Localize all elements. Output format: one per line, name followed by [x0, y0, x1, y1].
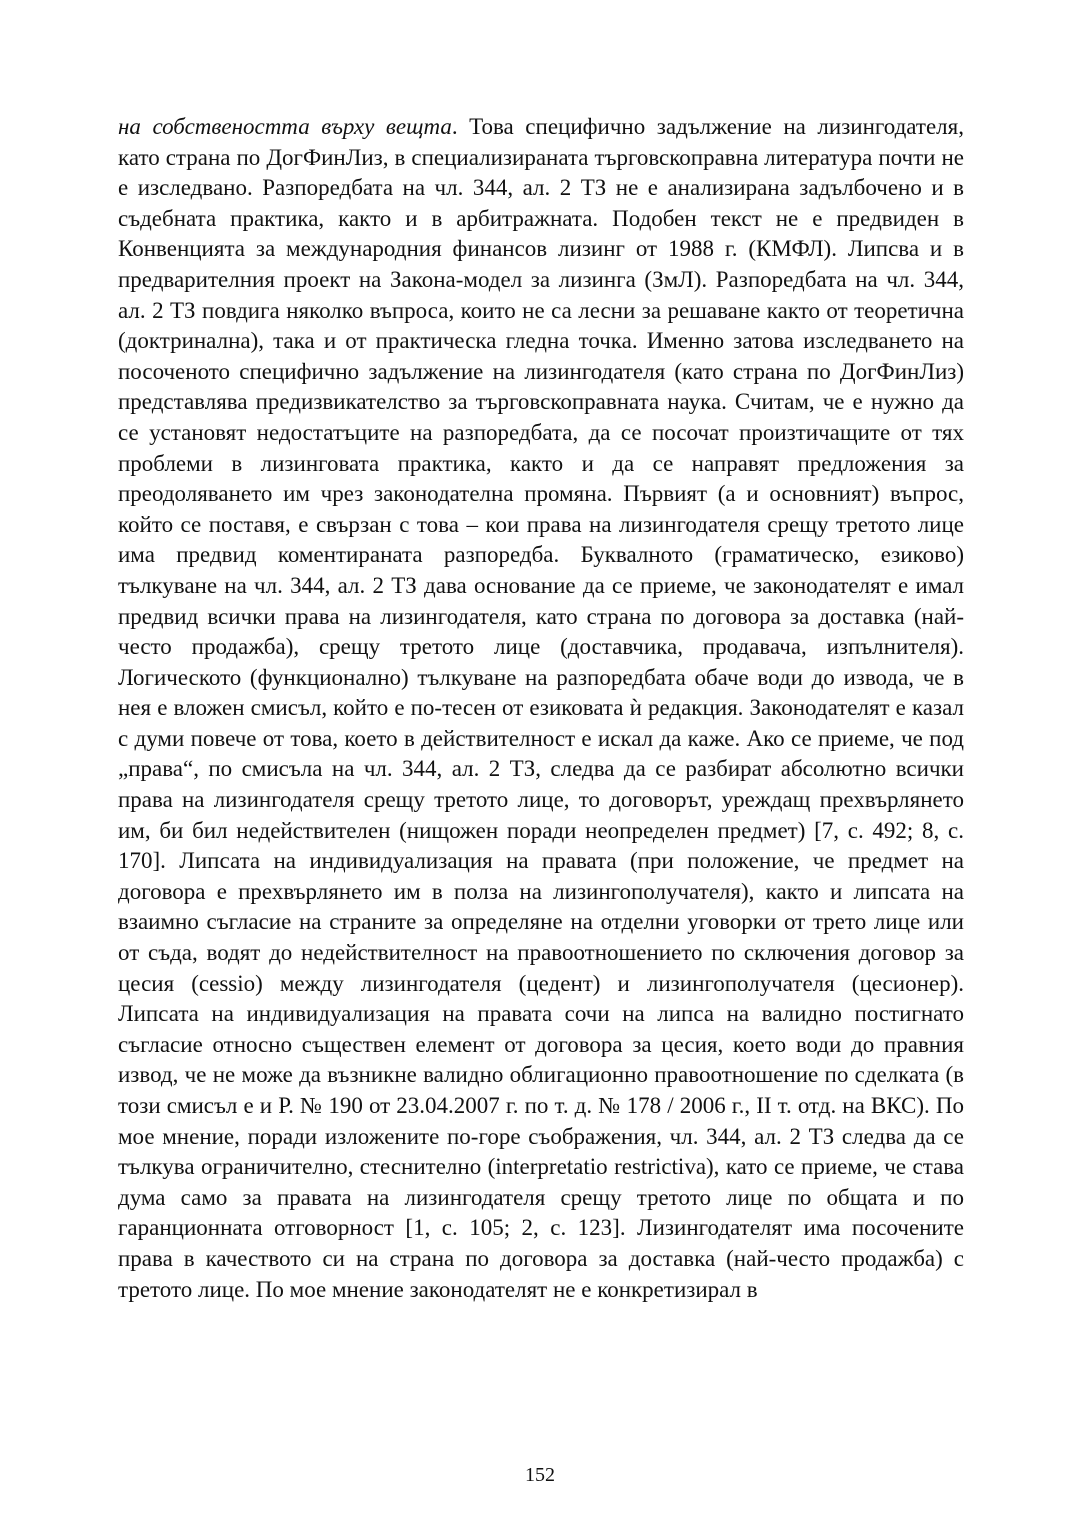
page-number: 152: [525, 1464, 555, 1486]
page-content: [118, 112, 964, 1305]
body-paragraph: [118, 112, 964, 1305]
italic-lead-phrase: на собствеността върху вещта: [118, 114, 452, 139]
paragraph-text: . Това специфично задължение на лизингодателя, като страна по ДогФинЛиз, в специализираната търговскоправна литература почти не е изследвано. Разпоредбата на чл. 344, ал. 2 ТЗ не е анализирана задълбочено и в съдебната практика, както и в арбитражната. Подобен текст не е предвиден в Конвенцията за международния финансов лизинг от 1988 г. (КМФЛ). Липсва и в предварителния проект на Закона-модел за лизинга (ЗмЛ). Разпоредбата на чл. 344, ал. 2 ТЗ повдига няколко въпроса, които не са лесни за решаване както от теоретична (доктринална), така и от практическа гледна точка. Именно затова изследването на посоченото специфично задължение на лизингодателя (като страна по ДогФинЛиз) представлява предизвикателство за търговскоправната наука. Считам, че е нужно да се установят недостатъците на разпоредбата, да се посочат произтичащите от тях проблеми в лизинговата практика, както и да се направят предложения за преодоляването им чрез законодателна промяна. Първият (а и основният) въпрос, който се поставя, е свързан с това – кои права на лизингодателя срещу третото лице има предвид коментираната разпоредба. Буквалното (граматическо, езиково) тълкуване на чл. 344, ал. 2 ТЗ дава основание да се приеме, че законодателят е имал предвид всички права на лизингодателя, като страна по договора за доставка (най-често продажба), срещу третото лице (доставчика, продавача, изпълнителя). Логическото (функционално) тълкуване на разпоредбата обаче води до извода, че в нея е вложен смисъл, който е по-тесен от езиковата ѝ редакция. Законодателят е казал с думи повече от това, което в действителност е искал да каже. Ако се приеме, че под „права“, по смисъла на чл. 344, ал. 2 ТЗ, следва да се разбират абсолютно всички права на лизингодателя срещу третото лице, то договорът, уреждащ прехвърлянето им, би бил недействителен (нищожен поради неопределен предмет) [7, с. 492; 8, с. 170]. Липсата на индивидуализация на правата (при положение, че предмет на договора е прехвърлянето им в полза на лизингополучателя), както и липсата на взаимно съгласие на страните за определяне на отделни уговорки от трето лице или от съда, водят до недействителност на правоотношението по сключения договор за цесия (cessio) между лизингодателя (цедент) и лизингополучателя (цесионер). Липсата на индивидуализация на правата сочи на липса на валидно постигнато съгласие относно съществен елемент от договора за цесия, което води до правния извод, че не може да възникне валидно облигационно правоотношение по сделката (в този смисъл е и Р. № 190 от 23.04.2007 г. по т. д. № 178 / 2006 г., II т. отд. на ВКС). По мое мнение, поради изложените по-горе съображения, чл. 344, ал. 2 ТЗ следва да се тълкува ограничително, стеснително (interpretatio restrictiva), като се приеме, че става дума само за правата на лизингодателя срещу третото лице по общата и по гаранционната отговорност [1, с. 105; 2, с. 123]. Лизингодателят има посочените права в качеството си на страна по договора за доставка (най-често продажба) с третото лице. По мое мнение законодателят не е конкретизирал в: [118, 114, 964, 1302]
